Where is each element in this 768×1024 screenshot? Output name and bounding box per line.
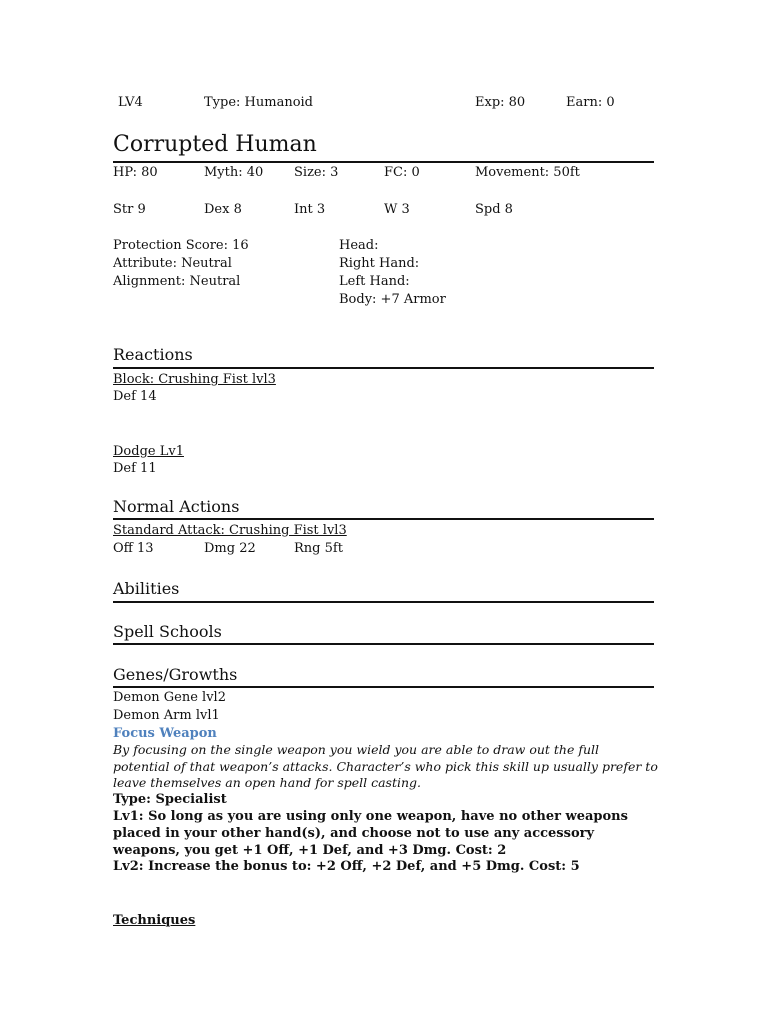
dodge-reaction-def: Def 11 [113,461,157,476]
attack-off: Off 13 [113,541,154,556]
gene-item: Demon Arm lvl1 [113,708,220,723]
exp-label: Exp: 80 [475,95,526,110]
block-reaction-name: Block: Crushing Fist lvl3 [113,372,276,387]
title-divider [113,161,654,163]
abilities-heading: Abilities [113,579,180,598]
genes-divider [113,686,654,688]
techniques-heading: Techniques [113,913,196,928]
skill-lv1: Lv1: So long as you are using only one weapon, have no other weapons placed in your other hand(s), and choose not to use any accessory weapons, you get +1 Off, +1 Def, and +3 Dmg. Cost: 2 [113,809,628,858]
str-stat: Str 9 [113,202,146,217]
size-stat: Size: 3 [294,165,339,180]
protection-score: Protection Score: 16 [113,238,249,253]
equip-body: Body: +7 Armor [339,292,446,307]
equip-right-hand: Right Hand: [339,256,420,271]
page-title: Corrupted Human [113,132,317,157]
normal-actions-divider [113,518,654,520]
spell-schools-divider [113,643,654,645]
genes-heading: Genes/Growths [113,665,238,684]
movement-stat: Movement: 50ft [475,165,580,180]
attack-dmg: Dmg 22 [204,541,256,556]
equip-left-hand: Left Hand: [339,274,410,289]
normal-actions-heading: Normal Actions [113,497,240,516]
block-reaction-def: Def 14 [113,389,157,404]
myth-stat: Myth: 40 [204,165,264,180]
equip-head: Head: [339,238,379,253]
level-label: LV4 [118,95,143,110]
skill-name: Focus Weapon [113,726,217,741]
reactions-divider [113,367,654,369]
spell-schools-heading: Spell Schools [113,622,222,641]
attribute-label: Attribute: Neutral [113,256,232,271]
attack-rng: Rng 5ft [294,541,343,556]
spd-stat: Spd 8 [475,202,513,217]
dodge-reaction-name: Dodge Lv1 [113,444,184,459]
alignment-label: Alignment: Neutral [113,274,241,289]
dex-stat: Dex 8 [204,202,242,217]
gene-item: Demon Gene lvl2 [113,690,226,705]
abilities-divider [113,601,654,603]
hp-stat: HP: 80 [113,165,158,180]
skill-type: Type: Specialist [113,792,227,807]
skill-lv2: Lv2: Increase the bonus to: +2 Off, +2 Def, and +5 Dmg. Cost: 5 [113,859,580,874]
earn-label: Earn: 0 [566,95,615,110]
type-label: Type: Humanoid [204,95,314,110]
w-stat: W 3 [384,202,410,217]
fc-stat: FC: 0 [384,165,420,180]
int-stat: Int 3 [294,202,326,217]
skill-description: By focusing on the single weapon you wield you are able to draw out the full potential of that weapon’s attacks. Character’s who pick this skill up usually prefer to leave themselves an open hand for spell casting. [113,742,658,790]
standard-attack-name: Standard Attack: Crushing Fist lvl3 [113,523,347,538]
reactions-heading: Reactions [113,345,193,364]
